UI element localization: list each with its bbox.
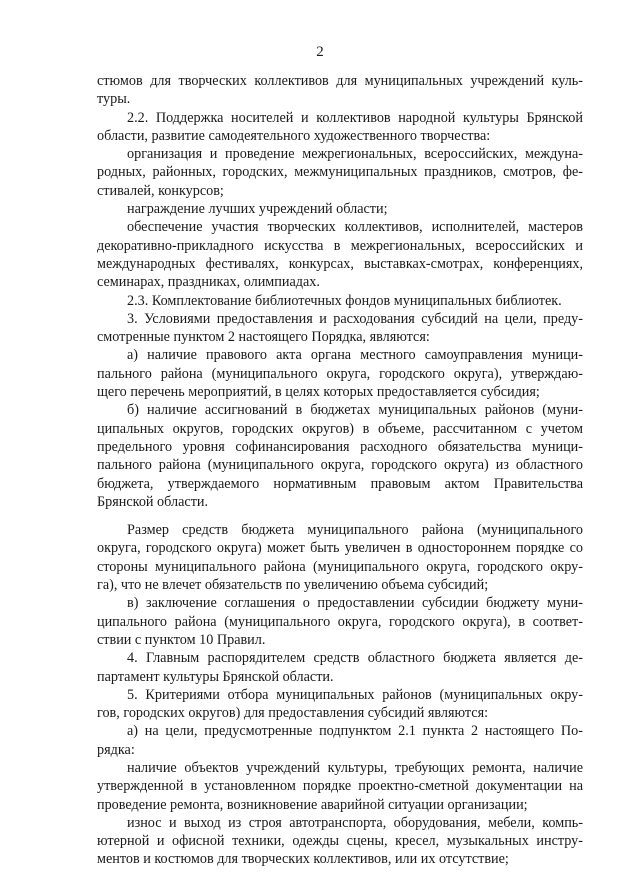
text-line: ментов и костюмов для творческих коллективов, или их отсутствие;: [97, 851, 509, 868]
paragraph: [97, 346, 583, 401]
text-line: а) на цели, предусмотренные подпунктом 2.1 пункта 2 настоящего По-: [127, 723, 583, 740]
text-line: области, развитие самодеятельного художественного творчества:: [97, 127, 491, 144]
text-line: ютерной и офисной техники, одежды сцены, кресел, музыкальных инстру-: [97, 833, 583, 850]
text-line: Размер средств бюджета муниципального района (муниципального: [127, 522, 583, 539]
text-line: ципального района (муниципального округа, городского округа), в соответ-: [97, 613, 583, 630]
paragraph: [97, 759, 583, 814]
text-line: декоративно-прикладного искусства в межрегиональных, всероссийских и: [97, 237, 583, 254]
text-line: обеспечение участия творческих коллективов, исполнителей, мастеров: [127, 219, 583, 236]
text-line: 2.2. Поддержка носителей и коллективов народной культуры Брянской: [127, 109, 583, 126]
text-line: стюмов для творческих коллективов для муниципальных учреждений куль-: [97, 73, 583, 89]
text-line: стивалей, конкурсов;: [97, 182, 224, 199]
paragraph: [97, 218, 583, 291]
text-line: а) наличие правового акта органа местного самоуправления муници-: [127, 347, 583, 364]
text-line: Брянской области.: [97, 493, 209, 510]
text-line: наличие объектов учреждений культуры, требующих ремонта, наличие: [127, 759, 583, 776]
paragraph: [97, 310, 583, 347]
paragraph: [97, 521, 583, 594]
paragraph: [97, 649, 583, 686]
text-line: ствии с пунктом 10 Правил.: [97, 631, 266, 648]
text-line: смотренные пунктом 2 настоящего Порядка, являются:: [97, 329, 430, 346]
text-line: б) наличие ассигнований в бюджетах муниципальных районов (муни-: [127, 402, 583, 419]
text-line: пального района (муниципального округа, городского округа), утверждаю-: [97, 365, 583, 382]
paragraph: [97, 109, 583, 146]
text-line: организация и проведение межрегиональных, всероссийских, междуна-: [127, 146, 583, 163]
paragraph: [97, 686, 583, 723]
paragraph: [97, 594, 583, 649]
text-line: международных фестивалях, конкурсах, выставках-смотрах, конференциях,: [97, 255, 583, 272]
text-line: округа, городского округа) может быть увеличен в одностороннем порядке со: [97, 540, 583, 557]
paragraph-gap: [97, 511, 583, 521]
text-line: родных, районных, городских, межмуниципальных праздников, смотров, фе-: [97, 164, 583, 181]
text-line: туры.: [97, 91, 131, 108]
paragraph: [97, 145, 583, 200]
document-body: [97, 72, 583, 869]
text-line: ципальных округов, городских округов) в объеме, рассчитанном с учетом: [97, 420, 583, 437]
text-line: 3. Условиями предоставления и расходования субсидий на цели, преду-: [127, 310, 583, 327]
text-line: в) заключение соглашения о предоставлении субсидии бюджету муни-: [127, 595, 583, 612]
text-line: партамент культуры Брянской области.: [97, 668, 334, 685]
paragraph: [97, 72, 583, 109]
paragraph: [97, 722, 583, 759]
text-line: награждение лучших учреждений области;: [127, 201, 388, 218]
paragraph: [97, 200, 583, 218]
text-line: предельного уровня софинансирования расходного обязательства муници-: [97, 438, 583, 455]
text-line: утвержденной в установленном порядке проектно-сметной документации на: [97, 778, 583, 795]
page-number: 2: [316, 44, 324, 60]
paragraph: [97, 814, 583, 869]
text-line: гов, городских округов) для предоставления субсидий являются:: [97, 705, 489, 722]
paragraph: [97, 401, 583, 511]
text-line: стороны муниципального района (муниципального округа, городского окру-: [97, 558, 583, 575]
text-line: 2.3. Комплектование библиотечных фондов муниципальных библиотек.: [127, 292, 562, 309]
paragraph: [97, 292, 583, 310]
text-line: проведение ремонта, возникновение аварийной ситуации организации;: [97, 796, 528, 813]
text-line: 4. Главным распорядителем средств областного бюджета является де-: [127, 650, 583, 667]
text-line: пального района (муниципального округа, городского округа) из областного: [97, 457, 583, 474]
text-line: рядка:: [97, 741, 135, 758]
text-line: бюджета, утверждаемого нормативным правовым актом Правительства: [97, 475, 583, 492]
text-line: га), что не влечет обязательств по увеличению объема субсидий;: [97, 577, 489, 594]
text-line: семинарах, праздниках, олимпиадах.: [97, 274, 320, 291]
text-line: щего перечень мероприятий, в целях которых предоставляется субсидия;: [97, 384, 540, 401]
text-line: 5. Критериями отбора муниципальных районов (муниципальных окру-: [127, 686, 583, 703]
text-line: износ и выход из строя автотранспорта, оборудования, мебели, компь-: [127, 814, 583, 831]
